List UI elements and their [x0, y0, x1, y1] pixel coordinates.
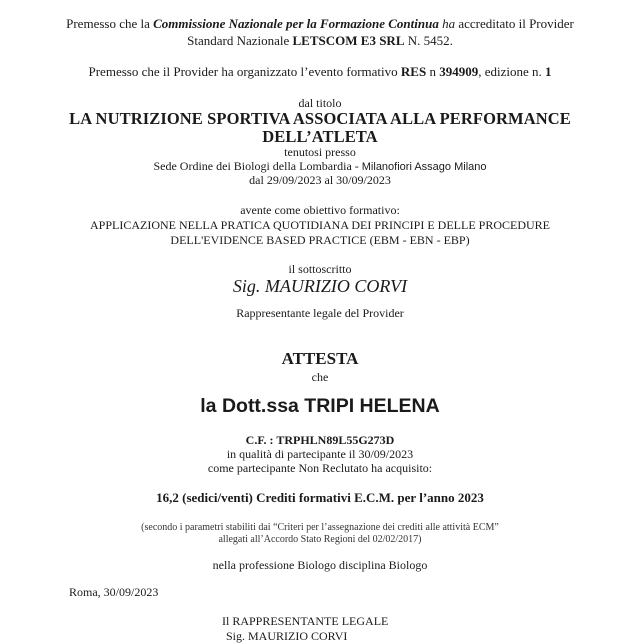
criteria-line1: (secondo i parametri stabiliti dai “Criteri per l’assegnazione dei crediti alle attività ECM”: [141, 522, 499, 533]
credits-awarded: 16,2 (sedici/venti) Crediti formativi E.C.M. per l’anno 2023: [156, 490, 484, 505]
legal-rep-name: Sig. MAURIZIO CORVI: [226, 629, 348, 643]
recipient-name: la Dott.ssa TRIPI HELENA: [200, 395, 440, 417]
provider-name: LETSCOM E3 SRL: [292, 33, 405, 48]
signatory-role: Rappresentante legale del Provider: [236, 306, 404, 320]
commission-name: Commissione Nazionale per la Formazione Continua: [153, 16, 439, 31]
signatory-name: Sig. MAURIZIO CORVI: [232, 276, 408, 296]
participant-type: come partecipante Non Reclutato ha acquisito:: [207, 461, 433, 475]
objective-label: avente come obiettivo formativo:: [240, 203, 400, 217]
event-title-line2: DELL’ATLETA: [262, 127, 378, 146]
event-title-line1: LA NUTRIZIONE SPORTIVA ASSOCIATA ALLA PERFORMANCE: [69, 109, 571, 128]
profession: nella professione Biologo disciplina Biologo: [212, 558, 428, 572]
event-id: 394909: [439, 64, 479, 79]
held-label: tenutosi presso: [284, 145, 356, 159]
intro-accreditation-line1: Premesso che la Commissione Nazionale per la Formazione Continua ha accreditato il Provider: [66, 16, 574, 31]
tax-code: C.F. : TRPHLN89L55G273D: [245, 433, 395, 447]
objective-line1: APPLICAZIONE NELLA PRATICA QUOTIDIANA DEI PRINCIPI E DELLE PROCEDURE: [90, 218, 550, 232]
event-dates: dal 29/09/2023 al 30/09/2023: [249, 173, 391, 187]
legal-rep-label: Il RAPPRESENTANTE LEGALE: [222, 614, 389, 628]
venue: Sede Ordine dei Biologi della Lombardia - Milanofiori Assago Milano: [153, 159, 487, 173]
intro-accreditation-line2: Standard Nazionale LETSCOM E3 SRL N. 5452.: [187, 33, 453, 48]
criteria-line2: allegati all’Accordo Stato Regioni del 02/02/2017): [218, 534, 422, 545]
objective-line2: DELL'EVIDENCE BASED PRACTICE (EBM - EBN - EBP): [170, 233, 470, 247]
that-label: che: [311, 370, 329, 384]
intro-event-line: Premesso che il Provider ha organizzato l’evento formativo RES n 394909, edizione n. 1: [88, 64, 552, 79]
edition-number: 1: [544, 64, 552, 79]
attests-heading: ATTESTA: [281, 349, 359, 368]
participation-date: in qualità di partecipante il 30/09/2023: [226, 447, 414, 461]
undersigned-label: il sottoscritto: [288, 262, 352, 276]
title-label: dal titolo: [298, 96, 342, 110]
place-date: Roma, 30/09/2023: [69, 585, 159, 599]
